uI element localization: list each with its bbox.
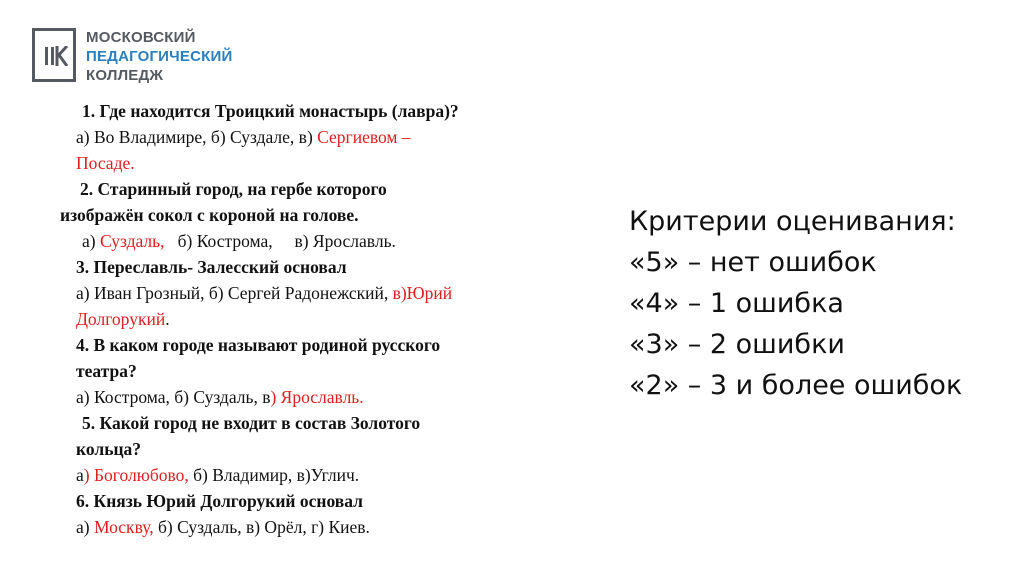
answer-options bbox=[60, 306, 560, 332]
college-logo-text bbox=[86, 28, 232, 85]
question-text: 1. Где находится Троицкий монастырь (лавра)? bbox=[82, 101, 459, 121]
quiz-questions bbox=[60, 98, 560, 540]
question-text: 3. Переславль- Залесский основал bbox=[76, 257, 347, 277]
criteria-item: «3» – 2 ошибки bbox=[629, 329, 845, 360]
answer-options bbox=[60, 280, 560, 306]
quiz-question-5 bbox=[60, 410, 560, 488]
criteria-item: «5» – нет ошибок bbox=[629, 247, 877, 278]
answer-text: а) bbox=[76, 517, 94, 537]
quiz-question-2 bbox=[60, 176, 560, 254]
question-text: 6. Князь Юрий Долгорукий основал bbox=[76, 491, 363, 511]
correct-answer-text: Посаде. bbox=[76, 153, 135, 173]
quiz-question-3 bbox=[60, 254, 560, 332]
correct-answer-text: Сергиевом – bbox=[317, 127, 411, 147]
correct-answer-text: Долгорукий bbox=[76, 309, 166, 329]
answer-options bbox=[60, 124, 560, 150]
answer-text: б) Кострома, в) Ярославль. bbox=[164, 231, 396, 251]
question-text: кольца? bbox=[76, 439, 142, 459]
question-text: 5. Какой город не входит в состав Золотого bbox=[82, 413, 421, 433]
answer-text: а bbox=[76, 465, 84, 485]
answer-text: б) Суздаль, в) Орёл, г) Киев. bbox=[153, 517, 370, 537]
answer-text: а) Иван Грозный, б) Сергей Радонежский, bbox=[76, 283, 393, 303]
correct-answer-text: в)Юрий bbox=[392, 283, 453, 303]
answer-options bbox=[60, 228, 560, 254]
answer-options bbox=[60, 384, 560, 410]
college-logo bbox=[32, 28, 232, 84]
college-logo-icon bbox=[32, 28, 76, 82]
answer-text: а) Кострома, б) Суздаль, в bbox=[76, 387, 271, 407]
logo-line-2: ПЕДАГОГИЧЕСКИЙ bbox=[86, 48, 233, 65]
answer-options bbox=[60, 514, 560, 540]
correct-answer-text: ) Боголюбово, bbox=[83, 465, 189, 485]
quiz-question-4 bbox=[60, 332, 560, 410]
grading-criteria bbox=[629, 201, 962, 406]
quiz-question-6 bbox=[60, 488, 560, 540]
logo-line-3: КОЛЛЕДЖ bbox=[86, 67, 164, 84]
quiz-question-1 bbox=[60, 98, 560, 176]
correct-answer-text: Суздаль, bbox=[99, 231, 165, 251]
criteria-title: Критерии оценивания: bbox=[629, 206, 956, 237]
criteria-item: «4» – 1 ошибка bbox=[629, 288, 844, 319]
correct-answer-text: Москву, bbox=[93, 517, 154, 537]
question-text: изображён сокол с короной на голове. bbox=[60, 205, 359, 225]
answer-text: б) Владимир, в)Углич. bbox=[188, 465, 360, 485]
answer-options bbox=[60, 150, 560, 176]
question-text: 4. В каком городе называют родиной русского bbox=[76, 335, 441, 355]
answer-text: а) bbox=[82, 231, 100, 251]
question-text: 2. Старинный город, на гербе которого bbox=[80, 179, 387, 199]
answer-options bbox=[60, 462, 560, 488]
correct-answer-text: ) Ярославль. bbox=[270, 387, 364, 407]
logo-line-1: МОСКОВСКИЙ bbox=[86, 29, 196, 46]
answer-text: . bbox=[165, 309, 170, 329]
question-text: театра? bbox=[76, 361, 137, 381]
answer-text: а) Во Владимире, б) Суздале, в) bbox=[76, 127, 318, 147]
criteria-item: «2» – 3 и более ошибок bbox=[629, 370, 963, 401]
